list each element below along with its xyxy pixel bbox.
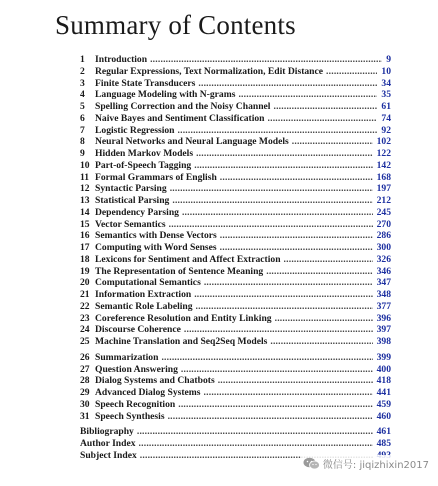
chapter-title-link[interactable]: Language Modeling with N-grams (95, 89, 236, 101)
page-number-link[interactable]: 441 (376, 387, 391, 398)
toc-entry[interactable] (80, 78, 391, 90)
page-number-link[interactable]: 61 (381, 101, 391, 112)
toc-entry[interactable] (80, 160, 391, 172)
dot-leader (139, 438, 373, 450)
toc-entry[interactable] (80, 148, 391, 160)
toc-entry[interactable] (80, 172, 391, 184)
dot-leader (172, 195, 372, 207)
chapter-number: 26 (80, 351, 90, 363)
chapter-number: 29 (80, 387, 90, 398)
back-matter-title-link[interactable]: Bibliography (80, 426, 134, 438)
dot-leader (218, 375, 373, 387)
chapter-number: 6 (80, 112, 85, 124)
dot-leader (326, 66, 377, 78)
page-number-link[interactable]: 300 (376, 242, 391, 253)
chapter-number: 31 (80, 410, 90, 422)
dot-leader (178, 399, 372, 411)
chapter-number: 20 (80, 277, 90, 289)
chapter-title-link[interactable]: Speech Synthesis (95, 410, 165, 422)
back-matter-entry[interactable] (80, 438, 391, 450)
toc-entry[interactable] (80, 313, 391, 325)
page-number-link[interactable]: 35 (381, 89, 391, 101)
dot-leader (178, 125, 378, 137)
page-number-link[interactable]: 270 (376, 218, 391, 230)
toc-entry[interactable] (80, 336, 391, 348)
toc-entry[interactable] (80, 364, 391, 376)
chapter-title-link[interactable]: Computational Semantics (95, 277, 201, 289)
watermark-text: 微信号: jiqizhixin2017 (322, 460, 429, 471)
toc-entry[interactable] (80, 207, 391, 219)
chapter-number: 9 (80, 148, 85, 159)
chapter-number: 13 (80, 195, 90, 206)
chapter-number: 14 (80, 206, 90, 218)
dot-leader (181, 364, 373, 376)
chapter-title-link[interactable]: Vector Semantics (95, 218, 166, 230)
page-number-link[interactable]: 459 (376, 398, 391, 410)
table-of-contents (80, 54, 391, 462)
chapter-title-link[interactable]: Dialog Systems and Chatbots (95, 375, 215, 387)
page-number-link[interactable]: 396 (376, 312, 391, 324)
chapter-title-link[interactable]: Machine Translation and Seq2Seq Models (95, 336, 268, 347)
dot-leader (170, 183, 373, 195)
dot-leader (184, 324, 373, 336)
toc-entry[interactable] (80, 125, 391, 137)
watermark (301, 455, 432, 472)
page-number-link[interactable]: 348 (376, 289, 391, 300)
page-number-link[interactable]: 400 (376, 363, 391, 375)
dot-leader (284, 254, 373, 266)
back-matter-entry[interactable] (80, 426, 391, 438)
chapter-number: 5 (80, 101, 85, 112)
toc-entry[interactable] (80, 54, 391, 66)
dot-leader (270, 336, 372, 348)
chapter-title-link[interactable]: Coreference Resolution and Entity Linking (95, 312, 272, 324)
chapter-title-link[interactable]: Question Answering (95, 363, 178, 375)
toc-entry[interactable] (80, 183, 391, 195)
dot-leader (196, 301, 373, 313)
chapter-title-link[interactable]: Formal Grammars of English (95, 171, 217, 183)
toc-entry[interactable] (80, 277, 391, 289)
toc-entry[interactable] (80, 411, 391, 423)
page-number-link[interactable]: 92 (381, 124, 391, 136)
chapter-number: 17 (80, 242, 90, 253)
chapter-title-link[interactable]: Computing with Word Senses (95, 242, 217, 253)
page-number-link[interactable]: 398 (376, 336, 391, 347)
chapter-title-link[interactable]: Introduction (95, 54, 148, 65)
chapter-number: 24 (80, 324, 90, 336)
dot-leader (194, 160, 372, 172)
chapter-title-link[interactable]: Information Extraction (95, 289, 192, 300)
page-number-link[interactable]: 10 (381, 65, 391, 77)
dot-leader (220, 230, 373, 242)
chapter-number: 22 (80, 300, 90, 312)
page-number-link[interactable]: 122 (376, 148, 391, 159)
chapter-number: 19 (80, 265, 90, 277)
chapter-title-link[interactable]: Semantic Role Labeling (95, 300, 193, 312)
chapter-title-link[interactable]: Syntactic Parsing (95, 183, 167, 195)
chapter-number: 3 (80, 77, 85, 89)
chapter-title-link[interactable]: Statistical Parsing (95, 195, 170, 206)
toc-entry[interactable] (80, 289, 391, 301)
dot-leader (292, 136, 373, 148)
chapter-number: 2 (80, 65, 85, 77)
dot-leader (169, 219, 373, 231)
chapter-title-link[interactable]: Neural Networks and Neural Language Models (95, 136, 289, 148)
chapter-title-link[interactable]: Naive Bayes and Sentiment Classification (95, 112, 265, 124)
chapter-title-link[interactable]: Lexicons for Sentiment and Affect Extraction (95, 253, 281, 265)
toc-entry[interactable] (80, 136, 391, 148)
dot-leader (198, 78, 377, 90)
toc-entry[interactable] (80, 101, 391, 113)
toc-entry[interactable] (80, 66, 391, 78)
toc-entry[interactable] (80, 254, 391, 266)
chapter-title-link[interactable]: Advanced Dialog Systems (95, 387, 201, 398)
chapter-title-link[interactable]: Dependency Parsing (95, 206, 179, 218)
toc-entry[interactable] (80, 113, 391, 125)
chapter-number: 1 (80, 54, 85, 65)
page-number-link[interactable]: 74 (381, 112, 391, 124)
toc-entry[interactable] (80, 399, 391, 411)
dot-leader (168, 411, 373, 423)
page-number-link[interactable]: 460 (376, 410, 391, 422)
chapter-number: 25 (80, 336, 90, 347)
page-number-link[interactable]: 9 (386, 54, 391, 65)
chapter-number: 8 (80, 136, 85, 148)
page-number-link[interactable]: 377 (376, 300, 391, 312)
page-number-link[interactable]: 245 (376, 206, 391, 218)
page-number-link[interactable]: 485 (376, 438, 391, 449)
chapter-number: 23 (80, 312, 90, 324)
page-number-link[interactable]: 286 (376, 230, 391, 242)
chapter-title-link[interactable]: Summarization (95, 351, 159, 363)
dot-leader (204, 277, 373, 289)
page-number-link[interactable]: 397 (376, 324, 391, 336)
dot-leader (268, 113, 378, 125)
wechat-icon (303, 457, 320, 470)
chapter-title-link[interactable]: Logistic Regression (95, 124, 175, 136)
page-number-link[interactable]: 197 (376, 183, 391, 195)
dot-leader (204, 387, 373, 399)
toc-entry[interactable] (80, 352, 391, 364)
page-number-link[interactable]: 34 (381, 77, 391, 89)
chapter-title-link[interactable]: Finite State Transducers (95, 77, 196, 89)
toc-entry[interactable] (80, 89, 391, 101)
chapter-number: 18 (80, 253, 90, 265)
back-matter-title-link[interactable]: Subject Index (80, 449, 137, 461)
dot-leader (266, 266, 372, 278)
chapter-title-link[interactable]: Part-of-Speech Tagging (95, 159, 192, 171)
dot-leader (275, 313, 373, 325)
chapter-number: 4 (80, 89, 85, 101)
toc-entry[interactable] (80, 242, 391, 254)
page-number-link[interactable]: 212 (376, 195, 391, 206)
chapter-title-link[interactable]: Regular Expressions, Text Normalization, Edit Distance (95, 65, 324, 77)
toc-entry[interactable] (80, 301, 391, 313)
chapter-title-link[interactable]: The Representation of Sentence Meaning (95, 265, 264, 277)
toc-entry[interactable] (80, 266, 391, 278)
chapter-number: 12 (80, 183, 90, 195)
toc-entry[interactable] (80, 375, 391, 387)
page-number-link[interactable]: 461 (376, 426, 391, 438)
dot-leader (273, 101, 377, 113)
page-number-link[interactable]: 142 (376, 159, 391, 171)
dot-leader (194, 289, 372, 301)
chapter-number: 21 (80, 289, 90, 300)
chapter-number: 7 (80, 124, 85, 136)
dot-leader (182, 207, 373, 219)
chapter-title-link[interactable]: Speech Recognition (95, 398, 176, 410)
page-title: Summary of Contents (55, 10, 296, 40)
dot-leader (238, 89, 377, 101)
dot-leader (196, 148, 373, 160)
chapter-number: 15 (80, 218, 90, 230)
page-number-link[interactable]: 168 (376, 171, 391, 183)
chapter-number: 16 (80, 230, 90, 242)
dot-leader (220, 172, 373, 184)
chapter-title-link[interactable]: Semantics with Dense Vectors (95, 230, 217, 242)
toc-entry[interactable] (80, 324, 391, 336)
page-number-link[interactable]: 418 (376, 375, 391, 387)
chapter-list (80, 54, 391, 422)
chapter-title-link[interactable]: Discourse Coherence (95, 324, 181, 336)
page-number-link[interactable]: 326 (376, 253, 391, 265)
dot-leader (161, 352, 372, 364)
dot-leader (220, 242, 373, 254)
chapter-title-link[interactable]: Spelling Correction and the Noisy Channel (95, 101, 271, 112)
page-number-link[interactable]: 346 (376, 265, 391, 277)
chapter-number: 27 (80, 363, 90, 375)
back-matter-title-link[interactable]: Author Index (80, 438, 136, 449)
dot-leader (137, 426, 373, 438)
toc-entry[interactable] (80, 230, 391, 242)
page-number-link[interactable]: 102 (376, 136, 391, 148)
chapter-number: 10 (80, 159, 90, 171)
toc-entry[interactable] (80, 387, 391, 399)
toc-entry[interactable] (80, 219, 391, 231)
chapter-number: 11 (80, 171, 90, 183)
page-number-link[interactable]: 347 (376, 277, 391, 289)
page-number-link[interactable]: 399 (376, 351, 391, 363)
chapter-title-link[interactable]: Hidden Markov Models (95, 148, 194, 159)
chapter-number: 28 (80, 375, 90, 387)
dot-leader (150, 54, 382, 66)
toc-entry[interactable] (80, 195, 391, 207)
chapter-number: 30 (80, 398, 90, 410)
